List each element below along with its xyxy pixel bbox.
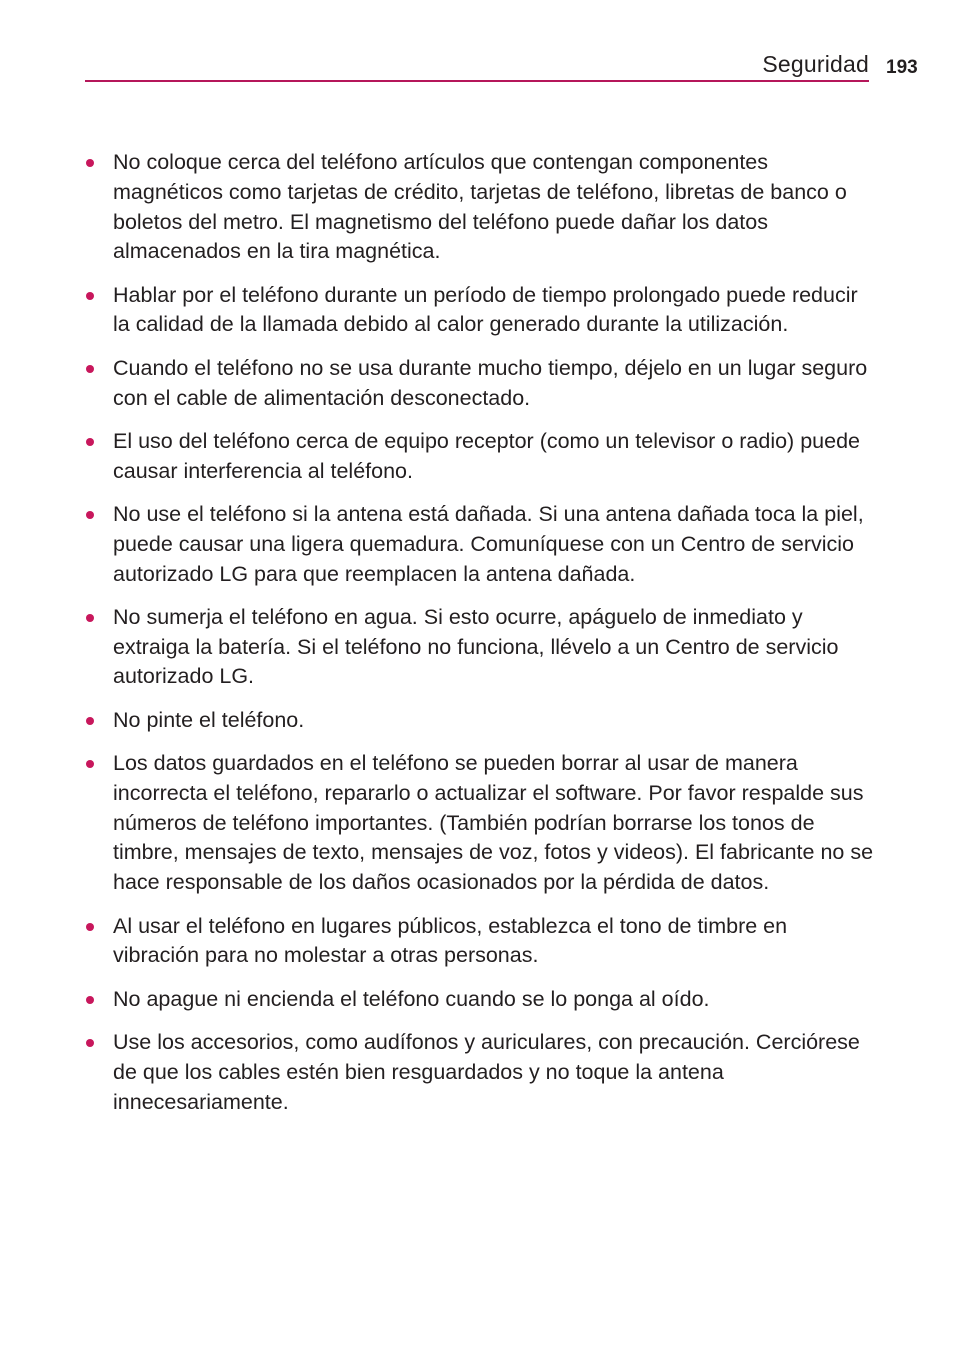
section-title: Seguridad bbox=[762, 51, 869, 77]
list-item-text: No use el teléfono si la antena está dañada. Si una antena dañada toca la piel, puede causar una ligera quemadura. Comuníquese con un Centro de servicio autorizado LG para que reemplacen la antena dañada. bbox=[113, 501, 864, 586]
list-item-text: Use los accesorios, como audífonos y auriculares, con precaución. Cerciórese de que los cables estén bien resguardados y no toque la antena innecesariamente. bbox=[113, 1029, 860, 1114]
list-item-text: No sumerja el teléfono en agua. Si esto ocurre, apáguelo de inmediato y extraiga la batería. Si el teléfono no funciona, llévelo a un Centro de servicio autorizado LG. bbox=[113, 604, 839, 689]
list-item bbox=[84, 985, 874, 1015]
list-item bbox=[84, 912, 874, 972]
header-divider bbox=[85, 80, 869, 82]
list-item-text: Hablar por el teléfono durante un período de tiempo prolongado puede reducir la calidad de la llamada debido al calor generado durante la utilización. bbox=[113, 282, 858, 337]
list-item bbox=[84, 603, 874, 692]
list-item-text: Cuando el teléfono no se usa durante mucho tiempo, déjelo en un lugar seguro con el cable de alimentación desconectado. bbox=[113, 355, 868, 410]
page-content bbox=[84, 148, 874, 1131]
list-item bbox=[84, 281, 874, 341]
bullet-icon bbox=[86, 292, 94, 300]
list-item bbox=[84, 148, 874, 267]
list-item bbox=[84, 500, 874, 589]
list-item-text: No coloque cerca del teléfono artículos que contengan componentes magnéticos como tarjetas de crédito, tarjetas de teléfono, libretas de banco o boletos del metro. El magnetismo del teléfono puede dañar los datos almacenados en la tira magnética. bbox=[113, 150, 847, 264]
list-item bbox=[84, 706, 874, 736]
bullet-icon bbox=[86, 438, 94, 446]
page-header bbox=[85, 46, 869, 82]
page-number: 193 bbox=[886, 57, 918, 78]
list-item bbox=[84, 1028, 874, 1117]
list-item bbox=[84, 427, 874, 487]
bullet-icon bbox=[86, 159, 94, 167]
bullet-icon bbox=[86, 511, 94, 519]
list-item bbox=[84, 354, 874, 414]
bullet-icon bbox=[86, 996, 94, 1004]
bullet-icon bbox=[86, 614, 94, 622]
bullet-icon bbox=[86, 760, 94, 768]
list-item-text: Los datos guardados en el teléfono se pueden borrar al usar de manera incorrecta el teléfono, repararlo o actualizar el software. Por favor respalde sus números de teléfono importantes. (También podrían borrarse los tonos de timbre, mensajes de texto, mensajes de voz, fotos y videos). El fabricante no se hace responsable de los daños ocasionados por la pérdida de datos. bbox=[113, 751, 874, 895]
list-item-text: Al usar el teléfono en lugares públicos, establezca el tono de timbre en vibración para no molestar a otras personas. bbox=[113, 913, 788, 968]
bullet-icon bbox=[86, 717, 94, 725]
list-item-text: No apague ni encienda el teléfono cuando se lo ponga al oído. bbox=[113, 986, 710, 1011]
bullet-icon bbox=[86, 923, 94, 931]
safety-bullet-list bbox=[84, 148, 874, 1117]
list-item-text: El uso del teléfono cerca de equipo receptor (como un televisor o radio) puede causar interferencia al teléfono. bbox=[113, 428, 860, 483]
list-item bbox=[84, 749, 874, 898]
list-item-text: No pinte el teléfono. bbox=[113, 707, 305, 732]
bullet-icon bbox=[86, 365, 94, 373]
bullet-icon bbox=[86, 1039, 94, 1047]
